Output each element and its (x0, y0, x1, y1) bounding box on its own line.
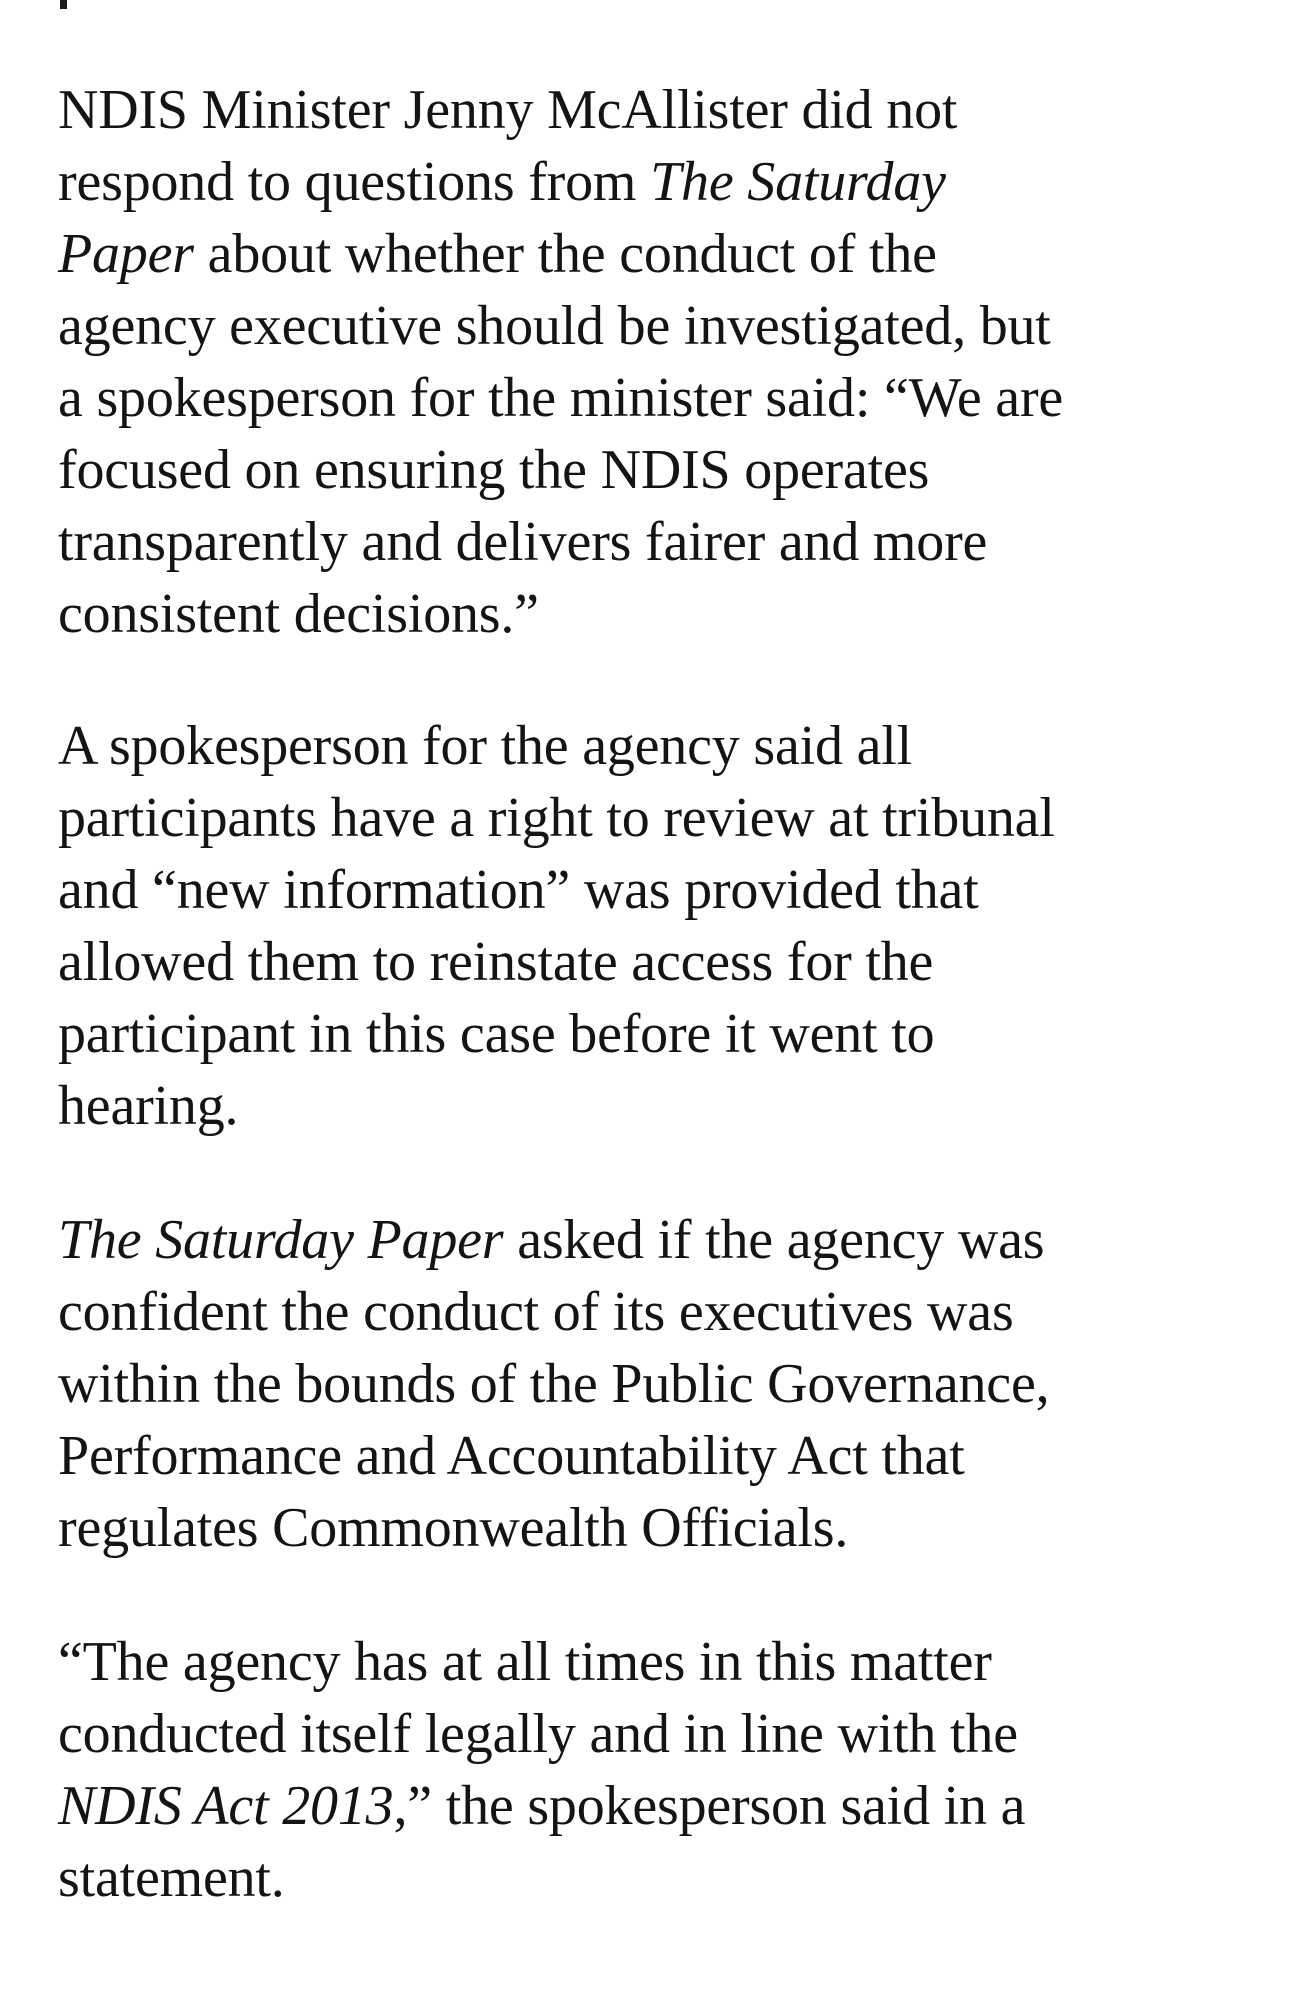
text-line: consistent decisions.” (58, 583, 539, 645)
text-line: statement. (58, 1847, 285, 1909)
publication-name: Paper (58, 223, 194, 285)
paragraph-minister-response (58, 74, 1238, 650)
text-line (58, 146, 1238, 218)
publication-name: The Saturday (650, 151, 946, 213)
publication-name: The Saturday Paper (58, 1209, 504, 1271)
cut-off-text-fragment (60, 0, 67, 9)
act-title: NDIS Act 2013 (58, 1775, 394, 1837)
text-segment: about whether the conduct of the (193, 223, 937, 285)
text-segment: respond to questions from (58, 151, 651, 213)
text-line: regulates Commonwealth Officials. (58, 1497, 849, 1559)
text-line: agency executive should be investigated, but (58, 295, 1051, 357)
text-line: transparently and delivers fairer and more (58, 511, 988, 573)
text-line: a spokesperson for the minister said: “We are (58, 367, 1064, 429)
text-line: confident the conduct of its executives was (58, 1281, 1014, 1343)
text-line (58, 1770, 1238, 1842)
text-line: A spokesperson for the agency said all (58, 715, 912, 777)
text-segment: asked if the agency was (503, 1209, 1045, 1271)
text-line (58, 218, 1238, 290)
text-line: within the bounds of the Public Governance, (58, 1353, 1050, 1415)
text-line: “The agency has at all times in this matter (58, 1631, 992, 1693)
paragraph-question-to-agency (58, 1204, 1238, 1564)
text-line: conducted itself legally and in line with the (58, 1703, 1018, 1765)
text-line (58, 1204, 1238, 1276)
text-line: Performance and Accountability Act that (58, 1425, 965, 1487)
text-line: participant in this case before it went to (58, 1003, 935, 1065)
text-line: allowed them to reinstate access for the (58, 931, 934, 993)
text-line: NDIS Minister Jenny McAllister did not (58, 79, 958, 141)
paragraph-agency-statement (58, 1626, 1238, 1914)
paragraph-agency-spokesperson (58, 710, 1238, 1142)
text-line: and “new information” was provided that (58, 859, 979, 921)
text-line: focused on ensuring the NDIS operates (58, 439, 930, 501)
text-segment: ,” the spokesperson said in a (393, 1775, 1026, 1837)
text-line: participants have a right to review at tribunal (58, 787, 1055, 849)
text-line: hearing. (58, 1075, 239, 1137)
